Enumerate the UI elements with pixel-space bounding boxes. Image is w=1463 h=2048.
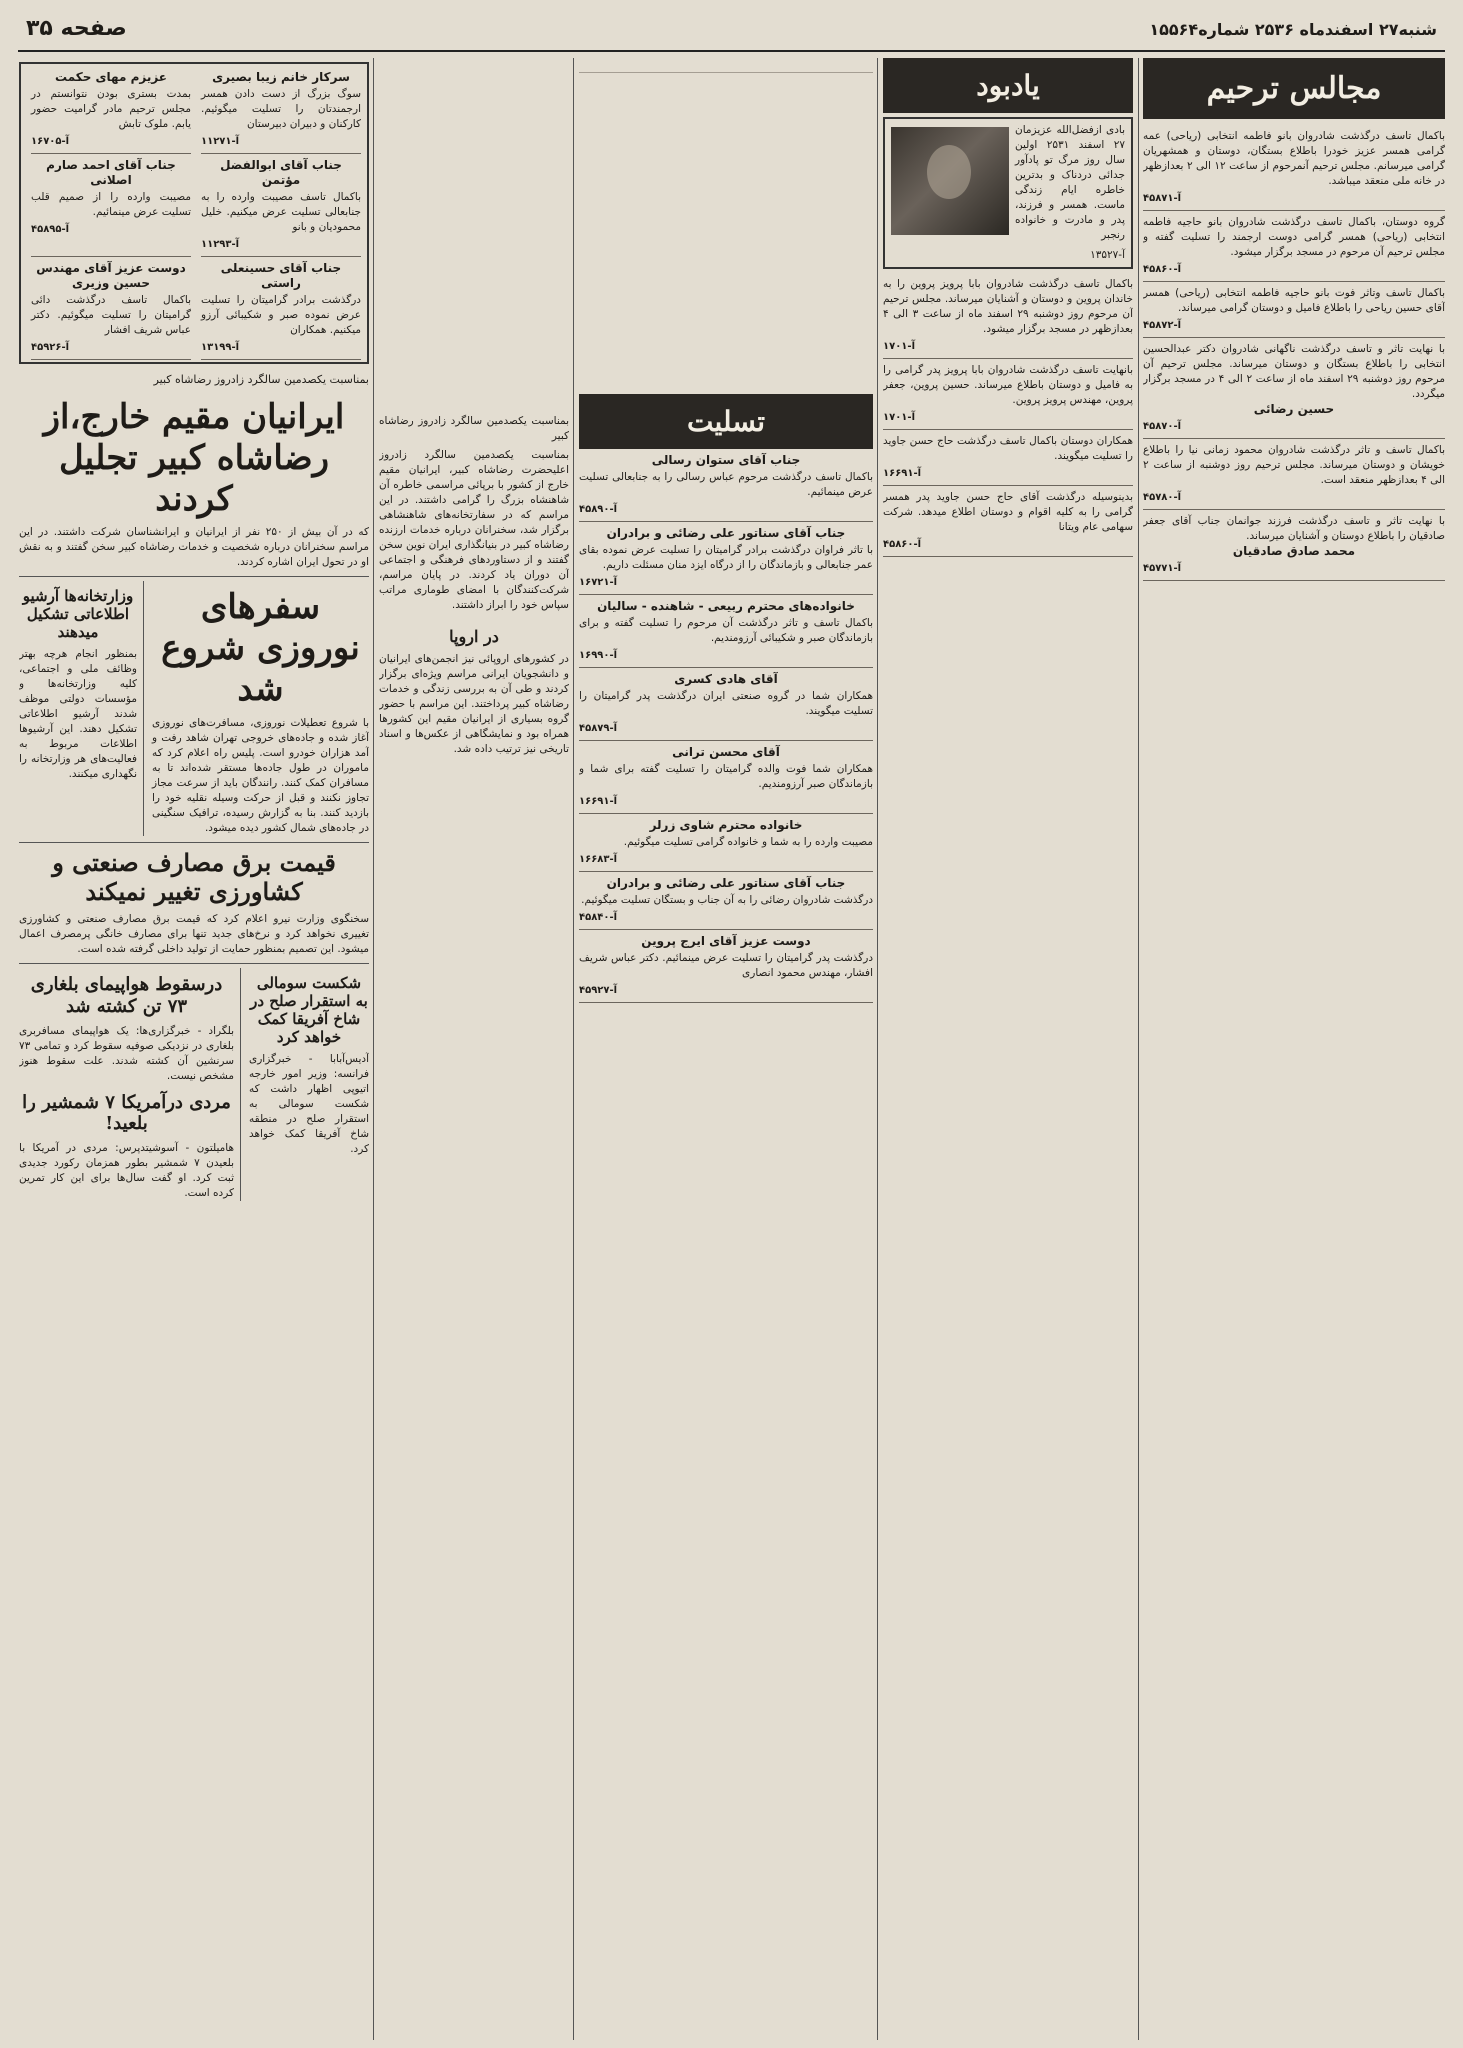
notice xyxy=(1143,125,1445,211)
notice-title: دوست عزیز آقای ایرج پروین xyxy=(641,934,811,948)
article-text: هامیلتون - آسوشیتدپرس: مردی در آمریکا با بلعیدن ۷ شمشیر بطور همزمان رکورد جدیدی ثبت کرد. او گفت سال‌ها برای این کار تمرین کرده است. xyxy=(19,1141,234,1199)
notice xyxy=(579,522,873,595)
notice-code: آ-۴۵۸۷۱ xyxy=(1143,193,1182,204)
rule xyxy=(579,64,873,73)
notice-code: آ-۱۳۱۹۹ xyxy=(201,342,240,353)
nowruz-story xyxy=(152,581,369,835)
notice xyxy=(31,154,191,257)
column-divider xyxy=(373,58,374,2040)
notice-text: درگذشت شادروان رضائی را به آن جناب و بستگان تسلیت میگوئیم. xyxy=(581,894,873,906)
headline-nowruz-travel: سفرهای نوروزی شروع شد xyxy=(161,587,360,709)
column-top-spacer xyxy=(579,64,873,394)
notice-text: سوگ بزرگ از دست دادن همسر ارجمندتان را تسلیت میگوئیم. کارکنان و دبیران دبیرستان xyxy=(201,88,361,130)
notice xyxy=(31,257,191,360)
notice xyxy=(579,741,873,814)
notice-code: آ-۱۱۲۹۳ xyxy=(201,239,240,250)
column-tasliat xyxy=(579,58,873,2040)
article-kicker: بمناسبت یکصدمین سالگرد زادروز رضاشاه کبیر xyxy=(379,415,569,442)
notice-title: جناب آقای ستوان رسالی xyxy=(651,453,801,467)
article-subheading: در اروپا xyxy=(449,627,499,646)
column-yadbood xyxy=(883,58,1133,2040)
notice xyxy=(201,154,361,257)
notice-text: باکمال تاسف درگذشت شادروان بانو فاطمه انتخابی (ریاحی) عمه گرامی همسر عزیز خودرا باطلاع بستگان، دوستان و همشهریان گرامی میرسانم. مجلس ترحیم آنمرحوم از ساعت ۱۲ الی ۲ بعدازظهر در خانه ملی منعقد میباشد. xyxy=(1143,130,1445,187)
column-divider xyxy=(573,58,574,2040)
memorial-code: آ-۱۳۵۲۷ xyxy=(1090,249,1125,261)
notice-text: بانهایت تاسف درگذشت شادروان بابا پرویز پدر گرامی را به فامیل و دوستان باطلاع میرساند. حسین پروین، جعفر پروین، مهندس پرویز پروین. xyxy=(883,364,1133,406)
memorial-text: بادی ازفضل‌الله عزیزمان ۲۷ اسفند ۲۵۳۱ اولین سال روز مرگ تو پادآور جدائی دردناک و بدترین خاطره ایام زندگی ماست. همسر و فرزند، پدر و مادرت و خانواده رنجبر xyxy=(1015,124,1125,241)
notice-text: باکمال تاسف وتاثر فوت بانو حاجیه فاطمه انتخابی (ریاحی) همسر آقای حسین ریاحی را باطلاع فامیل و دوستان گرامی میرساند. xyxy=(1143,287,1445,314)
notice-text: همکاران شما در گروه صنعتی ایران درگذشت پدر گرامیتان را تسلیت میگویند. xyxy=(579,690,873,717)
notice xyxy=(1143,211,1445,282)
story-row xyxy=(19,963,369,1200)
notice-code: آ-۴۵۸۹۵ xyxy=(31,224,70,235)
notice xyxy=(201,66,361,154)
article-text: در کشورهای اروپائی نیز انجمن‌های ایرانیان و دانشجویان ایرانی مراسم ویژه‌ای برگزار کردند و طی آن به بررسی زندگی و خدمات رضاشاه کبیر پرداختند. این مراسم با حضور گروه بسیاری از ایرانیان مقیم این کشورها همراه بود و نمایشگاهی از عکس‌ها و اسناد تاریخی نیز ترتیب داده شد. xyxy=(379,653,569,756)
notice-code: آ-۴۵۸۷۹ xyxy=(579,723,618,734)
notice xyxy=(883,486,1133,557)
notice-code: آ-۴۵۷۷۱ xyxy=(1143,563,1182,574)
column-majles xyxy=(1143,58,1445,2040)
notice-text: باکمال تاسف مصیبت وارده را به جنابعالی تسلیت عرض میکنیم. خلیل محمودیان و بانو xyxy=(201,191,361,233)
headline-somalia: شکست سومالی به استقرار صلح در شاخ آفریقا کمک خواهد کرد xyxy=(250,974,368,1047)
headline-bulgarian-crash: درسقوط هواپیمای بلغاری ۷۳ تن کشته شد xyxy=(30,974,223,1017)
section-title-majles: مجالس ترحیم xyxy=(1143,58,1445,119)
notice-text: همکاران شما فوت والده گرامیتان را تسلیت گفته برای شما و بازماندگان صبر آرزومندیم. xyxy=(579,763,873,790)
notice-text: باکمال تاسف و تاثر درگذشت شادروان محمود زمانی نیا را باطلاع خویشان و دوستان میرساند. مجلس ترحیم روز دوشنبه از ساعت ۲ الی ۴ بعدازظهر منعقد است. xyxy=(1143,444,1445,486)
notice-text: با نهایت تاثر و تاسف درگذشت فرزند جوانمان جناب آقای جعفر صادقیان را باطلاع دوستان و آشنایان میرساند. xyxy=(1143,515,1445,542)
page-header xyxy=(18,8,1445,52)
notice xyxy=(579,668,873,741)
notice-code: آ-۱۱۲۷۱ xyxy=(201,136,240,147)
notice-text: باکمال تاسف و تاثر درگذشت آن مرحوم را تسلیت گفته و برای بازماندگان صبر و شکیبائی آرزومندیم. xyxy=(579,617,873,644)
notice-title: جناب آقای احمد صارم اصلانی xyxy=(46,158,176,187)
short-notices-box xyxy=(19,62,369,364)
headline-electricity-price: قیمت برق مصارف صنعتی و کشاورزی تغییر نمیکند xyxy=(52,847,336,906)
notice-code: آ-۴۵۹۲۶ xyxy=(31,342,70,353)
notice-title: عزیزم مهای حکمت xyxy=(54,70,167,84)
notice xyxy=(1143,510,1445,581)
archive-story xyxy=(19,581,144,835)
headline-ministries-archive: وزارتخانه‌ها آرشیو اطلاعاتی تشکیل میدهند xyxy=(22,587,134,642)
notice-title: سرکار خانم زیبا بصیری xyxy=(212,70,350,84)
notice-text: همکاران دوستان باکمال تاسف درگذشت حاج حسن جاوید را تسلیت میگویند. xyxy=(883,435,1133,462)
notice-signature: محمد صادق صادقیان xyxy=(1232,544,1356,558)
notice-code: آ-۴۵۸۹۰ xyxy=(579,504,618,515)
notice xyxy=(579,814,873,872)
notice-text: باکمال تاسف درگذشت دائی گرامیتان را تسلیت میگوئیم. دکتر عباس شریف افشار xyxy=(31,294,191,336)
story-row xyxy=(19,576,369,835)
notice-text: باکمال تاسف درگذشت مرحوم عباس رسالی را به جنابعالی تسلیت عرض مینمائیم. xyxy=(579,471,873,498)
notice xyxy=(579,872,873,930)
notice-code: آ-۱۶۷۰۵ xyxy=(31,136,70,147)
notice-title: جناب آقای حسینعلی راستی xyxy=(220,261,342,290)
issue-date-line: شنبه۲۷ اسفندماه ۲۵۳۶ شماره۱۵۵۶۴ xyxy=(1149,20,1437,39)
notice-signature: حسین رضائی xyxy=(1253,402,1335,416)
article-text: که در آن بیش از ۲۵۰ نفر از ایرانیان و ایرانشناسان شرکت داشتند. در این مراسم سخنرانان درباره شخصیت و خدمات رضاشاه کبیر سخن گفتند و به نقش او در تحول ایران اشاره کردند. xyxy=(19,526,369,569)
page-number: صفحه ۳۵ xyxy=(26,16,127,41)
notice xyxy=(1143,282,1445,338)
article-text: سخنگوی وزارت نیرو اعلام کرد که قیمت برق مصارف صنعتی و کشاورزی تغییری نخواهد کرد و نرخ‌های جدید تنها برای مصارف خانگی پرمصرف اعمال میشود. این تصمیم بمنظور حمایت از تولید داخلی گرفته شده است. xyxy=(19,913,369,956)
notice-text: گروه دوستان، باکمال تاسف درگذشت شادروان بانو حاجیه فاطمه انتخابی (ریاحی) همسر گرامی دوست ارجمند را تسلیت گفته و مجلس ترحیم آن مرحوم در مسجد برگزار میشود. xyxy=(1143,216,1445,258)
notice-title: آقای هادی کسری xyxy=(674,672,778,686)
section-title-yadbood: یادبود xyxy=(883,58,1133,113)
article-text: بلگراد - خبرگزاری‌ها: یک هواپیمای مسافربری بلغاری در نزدیکی صوفیه سقوط کرد و تمامی ۷۳ سرنشین آن کشته شدند. علت سقوط هنوز مشخص نیست. xyxy=(19,1024,234,1082)
notice xyxy=(201,257,361,360)
notice-code: آ-۴۵۸۶۰ xyxy=(883,539,922,550)
notice-code: آ-۱۷۰۱ xyxy=(883,341,915,352)
notice-code: آ-۴۵۸۷۰ xyxy=(1143,421,1182,432)
column-divider xyxy=(1138,58,1139,2040)
notice-title: جناب آقای ابوالفضل مؤتمن xyxy=(220,158,342,187)
notice-title: خانواده‌های محترم ربیعی - شاهنده - سالیان xyxy=(597,599,855,613)
column-divider xyxy=(877,58,878,2040)
article-text: با شروع تعطیلات نوروزی، مسافرت‌های نوروزی آغاز شده و جاده‌های خروجی تهران شاهد رفت و آمد هزاران خودرو است. پلیس راه اعلام کرد که ماموران در طول جاده‌ها مستقر شده‌اند تا به مسافران کمک کنند. رانندگان باید از سرعت مجاز تجاوز نکنند و قبل از حرکت وسیله نقلیه خود را بازدید کنند. بنا به گزارش رسیده، ترافیک سنگینی در جاده‌های شمال کشور دیده میشود. xyxy=(152,716,369,834)
notice-text: با تاثر فراوان درگذشت برادر گرامیتان را تسلیت عرض نموده بقای عمر جنابعالی و بازماندگان را از درگاه ایزد منان مسئلت داریم. xyxy=(579,544,873,571)
notice xyxy=(31,66,191,154)
notice-code: آ-۱۷۰۱ xyxy=(883,412,915,423)
notice xyxy=(1143,338,1445,439)
notice-text: درگذشت پدر گرامیتان را تسلیت عرض مینمائیم. دکتر عباس شریف افشار، مهندس محمود انصاری xyxy=(579,952,873,979)
column-top-spacer xyxy=(379,58,569,410)
notice-text: بدینوسیله درگذشت آقای حاج حسن جاوید پدر همسر گرامی را به کلیه اقوام و دوستان اطلاع میدهد. شرکت سهامی عام ویتانا xyxy=(883,491,1133,533)
article-text: آدیس‌آبابا - خبرگزاری فرانسه: وزیر امور خارجه اتیوپی اظهار داشت که شکست سومالی به استقرار صلح در منطقه شاخ آفریقا کمک خواهد کرد. xyxy=(249,1053,369,1156)
notice-code: آ-۴۵۸۴۰ xyxy=(579,912,618,923)
notice-code: آ-۱۶۷۲۱ xyxy=(579,577,618,588)
notice xyxy=(883,273,1133,359)
notice-code: آ-۴۵۸۷۲ xyxy=(1143,320,1182,331)
notice-list xyxy=(579,449,873,1003)
notice xyxy=(579,595,873,668)
notice-text: درگذشت برادر گرامیتان را تسلیت عرض نموده صبر و شکیبائی آرزو میکنیم. همکاران xyxy=(201,294,361,336)
column-main-news xyxy=(19,58,369,2040)
headline-sword-swallower: مردی درآمریکا ۷ شمشیر را بلعید! xyxy=(22,1091,231,1135)
article-text: بمنظور انجام هرچه بهتر وظائف ملی و اجتماعی، کلیه وزارتخانه‌ها و مؤسسات دولتی موظف شدند آرشیو اطلاعاتی تشکیل دهند. این آرشیوها اطلاعات مربوط به فعالیت‌های هر وزارتخانه را نگهداری میکنند. xyxy=(19,648,137,781)
notice-title: جناب آقای سناتور علی رضائی و برادران xyxy=(606,526,846,540)
article-kicker: بمناسبت یکصدمین سالگرد زادروز رضاشاه کبیر xyxy=(153,373,369,386)
memorial-photo xyxy=(891,127,1009,235)
column-news-continuation xyxy=(379,58,569,2040)
notice xyxy=(883,359,1133,430)
notice xyxy=(1143,439,1445,510)
notice-text: مصیبت وارده را به شما و خانواده گرامی تسلیت میگوئیم. xyxy=(623,836,873,848)
notice-title: آقای محسن ترانی xyxy=(672,745,780,759)
notice-code: آ-۴۵۹۲۷ xyxy=(579,985,618,996)
notice-text: مصیبت وارده را از صمیم قلب تسلیت عرض مینمائیم. xyxy=(31,191,191,218)
section-title-tasliat: تسلیت xyxy=(579,394,873,449)
notice-code: آ-۴۵۸۶۰ xyxy=(1143,264,1182,275)
notice-list xyxy=(883,273,1133,557)
notice-code: آ-۱۶۶۸۳ xyxy=(579,854,618,865)
notice-code: آ-۱۶۶۹۱ xyxy=(579,796,618,807)
notice-text: بمدت بستری بودن نتوانستم در مجلس ترحیم مادر گرامیت حضور یابم. ملوک تابش xyxy=(31,88,191,130)
notice xyxy=(579,930,873,1003)
crash-story xyxy=(19,968,241,1200)
notice xyxy=(883,430,1133,486)
notice-list xyxy=(1143,125,1445,581)
notice xyxy=(579,449,873,522)
notice-title: جناب آقای سناتور علی رضائی و برادران xyxy=(606,876,846,890)
notice-title: خانواده محترم شاوی زرلر xyxy=(649,818,803,832)
electricity-story xyxy=(19,842,369,958)
notice-text: باکمال تاسف درگذشت شادروان بابا پرویز پروین را به خاندان پروین و دوستان و آشنایان میرساند. مجلس ترحیم آن مرحوم روز دوشنبه ۲۹ اسفند ماه از ساعت ۳ الی ۴ بعدازظهر در مسجد برگزار میشود. xyxy=(883,278,1133,335)
notice-text: با نهایت تاثر و تاسف درگذشت ناگهانی شادروان دکتر عبدالحسین انتخابی را باطلاع بستگان و دوستان میرساند. مجلس ترحیم آن مرحوم روز دوشنبه ۲۹ اسفند ماه از ساعت ۲ الی ۴ در مسجد برگزار میگردد. xyxy=(1143,343,1445,400)
notice-code: آ-۴۵۷۸۰ xyxy=(1143,492,1182,503)
notice-code: آ-۱۶۶۹۱ xyxy=(883,468,922,479)
article-text: بمناسبت یکصدمین سالگرد زادروز اعلیحضرت رضاشاه کبیر، ایرانیان مقیم خارج از کشور با برپائی مراسمی خاطره آن شاهنشاه بزرگ را گرامی داشتند. در این مراسم که در سفارتخانه‌های شاهنشاهی برگزار شد، سخنرانان درباره خدمات ارزنده رضاشاه کبیر در بنیانگذاری ایران نوین سخن گفتند و از دستاوردهای فرهنگی و اجتماعی آن دوران یاد کردند. در پایان مراسم، شرکت‌کنندگان با امضای طوماری مراتب سپاس خود را ابراز داشتند. xyxy=(379,449,569,611)
notice-code: آ-۱۶۹۹۰ xyxy=(579,650,618,661)
memorial-box xyxy=(883,117,1133,269)
headline-reza-shah: ایرانیان مقیم خارج،از رضاشاه کبیر تجلیل کردند xyxy=(43,397,345,519)
notice-title: دوست عزیز آقای مهندس حسین وزیری xyxy=(36,261,186,290)
somalia-story xyxy=(249,968,369,1200)
